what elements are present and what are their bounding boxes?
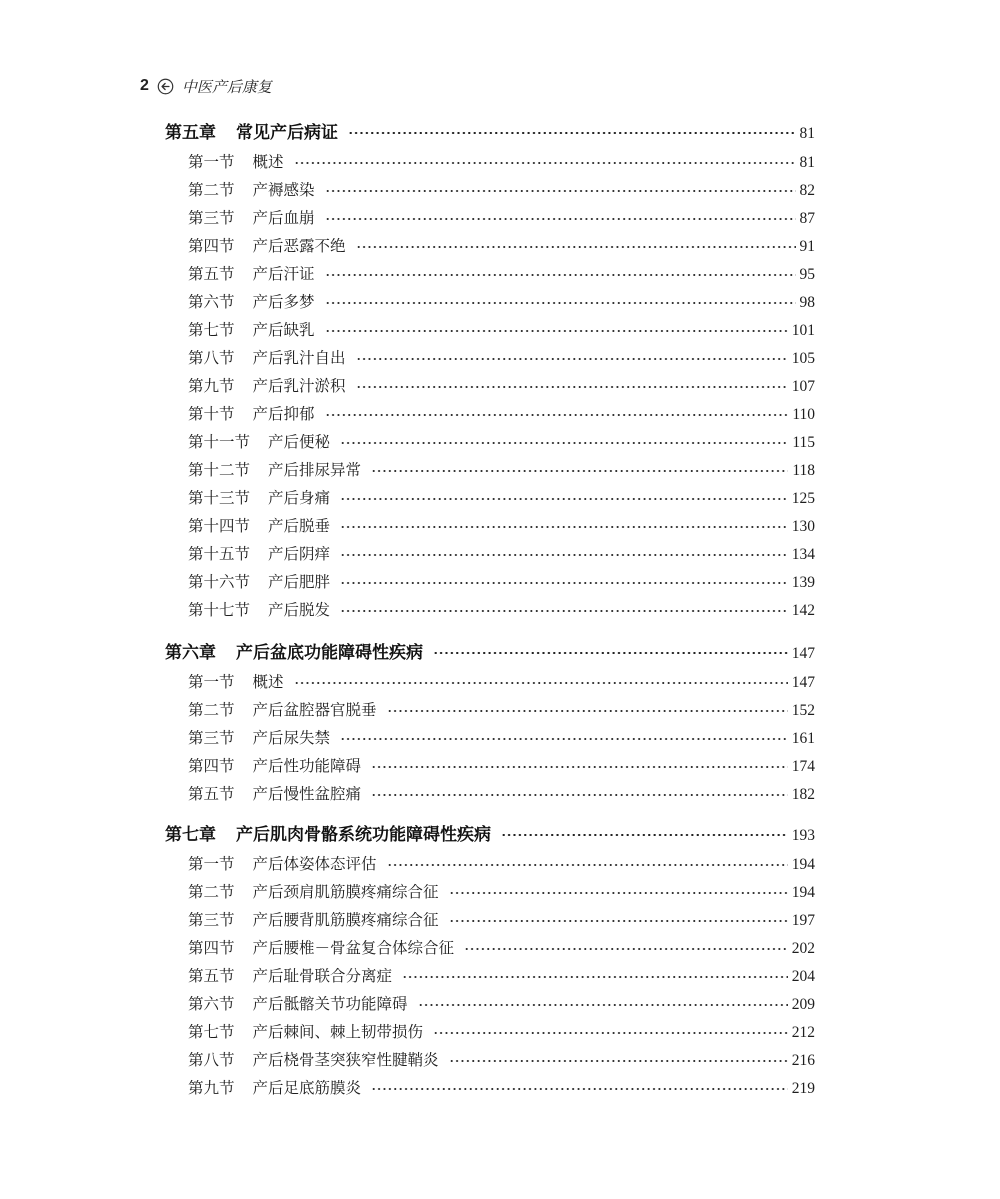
section-title: 产后盆腔器官脱垂 bbox=[252, 701, 377, 719]
section-title: 产后颈肩肌筋膜疼痛综合征 bbox=[252, 883, 439, 901]
section-number: 第十三节 bbox=[188, 489, 251, 507]
section-number: 第九节 bbox=[188, 1079, 235, 1097]
toc-chapter[interactable] bbox=[165, 638, 815, 663]
section-title: 概述 bbox=[252, 673, 284, 691]
toc-section[interactable] bbox=[188, 346, 815, 368]
dot-leader bbox=[340, 498, 788, 500]
section-title: 产后尿失禁 bbox=[252, 729, 331, 747]
dot-leader bbox=[294, 162, 796, 164]
section-page: 161 bbox=[791, 730, 815, 747]
section-title: 产后缺乳 bbox=[252, 321, 315, 339]
section-title: 产后性功能障碍 bbox=[252, 757, 362, 775]
dot-leader bbox=[433, 1032, 788, 1034]
dot-leader bbox=[340, 526, 788, 528]
section-number: 第四节 bbox=[188, 757, 235, 775]
section-page: 87 bbox=[799, 210, 815, 227]
chapter-title: 产后盆底功能障碍性疾病 bbox=[236, 643, 423, 663]
section-page: 204 bbox=[791, 968, 815, 985]
dot-leader bbox=[402, 976, 788, 978]
back-arrow-icon bbox=[157, 78, 174, 95]
section-title: 产后乳汁淤积 bbox=[252, 377, 346, 395]
chapter-number: 第六章 bbox=[165, 643, 216, 663]
section-number: 第四节 bbox=[188, 237, 235, 255]
section-number: 第十四节 bbox=[188, 517, 251, 535]
section-number: 第三节 bbox=[188, 209, 235, 227]
section-title: 产后阴痒 bbox=[268, 545, 331, 563]
section-page: 105 bbox=[791, 350, 815, 367]
dot-leader bbox=[371, 1088, 788, 1090]
section-number: 第十七节 bbox=[188, 601, 251, 619]
toc-section[interactable] bbox=[188, 430, 815, 452]
section-page: 110 bbox=[792, 406, 815, 423]
dot-leader bbox=[387, 710, 788, 712]
toc-section[interactable] bbox=[188, 570, 815, 592]
chapter-number: 第五章 bbox=[165, 123, 216, 143]
section-title: 产后棘间、棘上韧带损伤 bbox=[252, 1023, 424, 1041]
toc-section[interactable] bbox=[188, 598, 815, 620]
section-title: 产后汗证 bbox=[252, 265, 315, 283]
dot-leader bbox=[356, 246, 796, 248]
section-number: 第一节 bbox=[188, 855, 235, 873]
section-title: 产后乳汁自出 bbox=[252, 349, 346, 367]
section-number: 第四节 bbox=[188, 939, 235, 957]
dot-leader bbox=[418, 1004, 788, 1006]
dot-leader bbox=[325, 190, 796, 192]
toc-section[interactable] bbox=[188, 374, 815, 396]
section-title: 产后耻骨联合分离症 bbox=[252, 967, 393, 985]
section-number: 第九节 bbox=[188, 377, 235, 395]
section-number: 第一节 bbox=[188, 673, 235, 691]
section-number: 第十六节 bbox=[188, 573, 251, 591]
section-title: 产后脱发 bbox=[268, 601, 331, 619]
dot-leader bbox=[340, 554, 788, 556]
section-title: 产后体姿体态评估 bbox=[252, 855, 377, 873]
toc-section[interactable] bbox=[188, 670, 815, 692]
dot-leader bbox=[325, 302, 796, 304]
section-number: 第二节 bbox=[188, 883, 235, 901]
dot-leader bbox=[501, 834, 788, 836]
toc-chapter[interactable] bbox=[165, 820, 815, 845]
section-number: 第五节 bbox=[188, 265, 235, 283]
dot-leader bbox=[294, 682, 788, 684]
section-number: 第三节 bbox=[188, 911, 235, 929]
page-number: 2 bbox=[140, 77, 149, 94]
toc-section[interactable] bbox=[188, 402, 815, 424]
section-page: 152 bbox=[791, 702, 815, 719]
section-page: 194 bbox=[791, 856, 815, 873]
dot-leader bbox=[356, 386, 788, 388]
toc-section[interactable] bbox=[188, 458, 815, 480]
section-title: 产后便秘 bbox=[268, 433, 331, 451]
toc-section[interactable] bbox=[188, 542, 815, 564]
section-title: 产后腰背肌筋膜疼痛综合征 bbox=[252, 911, 439, 929]
chapter-title: 常见产后病证 bbox=[236, 123, 338, 143]
chapter-title: 产后肌肉骨骼系统功能障碍性疾病 bbox=[236, 825, 491, 845]
dot-leader bbox=[325, 414, 789, 416]
dot-leader bbox=[340, 582, 788, 584]
section-page: 101 bbox=[791, 322, 815, 339]
dot-leader bbox=[340, 442, 788, 444]
section-title: 概述 bbox=[252, 153, 284, 171]
section-page: 219 bbox=[791, 1080, 815, 1097]
running-header bbox=[140, 74, 272, 98]
toc-section[interactable] bbox=[188, 150, 815, 172]
toc-section[interactable] bbox=[188, 1076, 815, 1098]
dot-leader bbox=[371, 794, 788, 796]
section-title: 产后慢性盆腔痛 bbox=[252, 785, 362, 803]
dot-leader bbox=[387, 864, 788, 866]
section-title: 产后腰椎－骨盆复合体综合征 bbox=[252, 939, 455, 957]
book-title: 中医产后康复 bbox=[181, 77, 272, 96]
toc-section[interactable] bbox=[188, 698, 815, 720]
section-page: 125 bbox=[791, 490, 815, 507]
section-page: 95 bbox=[799, 266, 815, 283]
toc-section[interactable] bbox=[188, 782, 815, 804]
section-title: 产后骶髂关节功能障碍 bbox=[252, 995, 408, 1013]
toc-section[interactable] bbox=[188, 206, 815, 228]
dot-leader bbox=[449, 920, 788, 922]
dot-leader bbox=[325, 274, 796, 276]
section-page: 147 bbox=[791, 674, 815, 691]
section-title: 产褥感染 bbox=[252, 181, 315, 199]
section-number: 第二节 bbox=[188, 181, 235, 199]
section-number: 第十五节 bbox=[188, 545, 251, 563]
dot-leader bbox=[371, 766, 788, 768]
section-page: 174 bbox=[791, 758, 815, 775]
dot-leader bbox=[340, 610, 788, 612]
toc-section[interactable] bbox=[188, 1048, 815, 1070]
section-number: 第十节 bbox=[188, 405, 235, 423]
section-title: 产后抑郁 bbox=[252, 405, 315, 423]
section-number: 第五节 bbox=[188, 967, 235, 985]
toc-section[interactable] bbox=[188, 852, 815, 874]
toc-section[interactable] bbox=[188, 992, 815, 1014]
section-number: 第十二节 bbox=[188, 461, 251, 479]
section-title: 产后多梦 bbox=[252, 293, 315, 311]
section-number: 第八节 bbox=[188, 349, 235, 367]
section-title: 产后足底筋膜炎 bbox=[252, 1079, 362, 1097]
dot-leader bbox=[340, 738, 788, 740]
section-number: 第六节 bbox=[188, 293, 235, 311]
section-title: 产后排尿异常 bbox=[268, 461, 362, 479]
toc-chapter[interactable] bbox=[165, 118, 815, 143]
section-page: 139 bbox=[791, 574, 815, 591]
toc-section[interactable] bbox=[188, 726, 815, 748]
dot-leader bbox=[464, 948, 788, 950]
section-title: 产后血崩 bbox=[252, 209, 315, 227]
dot-leader bbox=[325, 218, 796, 220]
dot-leader bbox=[371, 470, 788, 472]
dot-leader bbox=[433, 652, 788, 654]
section-page: 182 bbox=[791, 786, 815, 803]
toc-section[interactable] bbox=[188, 262, 815, 284]
section-number: 第五节 bbox=[188, 785, 235, 803]
section-title: 产后肥胖 bbox=[268, 573, 331, 591]
toc-section[interactable] bbox=[188, 880, 815, 902]
section-page: 209 bbox=[791, 996, 815, 1013]
dot-leader bbox=[449, 1060, 788, 1062]
section-title: 产后身痛 bbox=[268, 489, 331, 507]
section-page: 130 bbox=[791, 518, 815, 535]
chapter-number: 第七章 bbox=[165, 825, 216, 845]
section-number: 第二节 bbox=[188, 701, 235, 719]
section-page: 212 bbox=[791, 1024, 815, 1041]
dot-leader bbox=[348, 132, 796, 134]
toc-section[interactable] bbox=[188, 486, 815, 508]
dot-leader bbox=[449, 892, 788, 894]
section-number: 第七节 bbox=[188, 321, 235, 339]
section-page: 91 bbox=[799, 238, 815, 255]
dot-leader bbox=[325, 330, 788, 332]
section-page: 194 bbox=[791, 884, 815, 901]
section-number: 第十一节 bbox=[188, 433, 251, 451]
section-page: 118 bbox=[792, 462, 815, 479]
toc-section[interactable] bbox=[188, 936, 815, 958]
section-page: 202 bbox=[791, 940, 815, 957]
section-page: 115 bbox=[792, 434, 815, 451]
section-page: 216 bbox=[791, 1052, 815, 1069]
section-title: 产后桡骨茎突狭窄性腱鞘炎 bbox=[252, 1051, 439, 1069]
toc-section[interactable] bbox=[188, 290, 815, 312]
section-number: 第六节 bbox=[188, 995, 235, 1013]
toc-section[interactable] bbox=[188, 1020, 815, 1042]
toc-section[interactable] bbox=[188, 754, 815, 776]
section-title: 产后脱垂 bbox=[268, 517, 331, 535]
toc-section[interactable] bbox=[188, 964, 815, 986]
section-page: 197 bbox=[791, 912, 815, 929]
section-number: 第三节 bbox=[188, 729, 235, 747]
chapter-page: 193 bbox=[791, 827, 815, 844]
section-title: 产后恶露不绝 bbox=[252, 237, 346, 255]
chapter-page: 81 bbox=[799, 125, 815, 142]
section-page: 98 bbox=[799, 294, 815, 311]
section-number: 第一节 bbox=[188, 153, 235, 171]
toc-section[interactable] bbox=[188, 234, 815, 256]
section-page: 134 bbox=[791, 546, 815, 563]
section-page: 81 bbox=[799, 154, 815, 171]
toc-section[interactable] bbox=[188, 178, 815, 200]
section-number: 第八节 bbox=[188, 1051, 235, 1069]
section-page: 107 bbox=[791, 378, 815, 395]
section-number: 第七节 bbox=[188, 1023, 235, 1041]
chapter-page: 147 bbox=[791, 645, 815, 662]
dot-leader bbox=[356, 358, 788, 360]
toc-section[interactable] bbox=[188, 318, 815, 340]
toc-section[interactable] bbox=[188, 908, 815, 930]
toc-section[interactable] bbox=[188, 514, 815, 536]
section-page: 142 bbox=[791, 602, 815, 619]
section-page: 82 bbox=[799, 182, 815, 199]
